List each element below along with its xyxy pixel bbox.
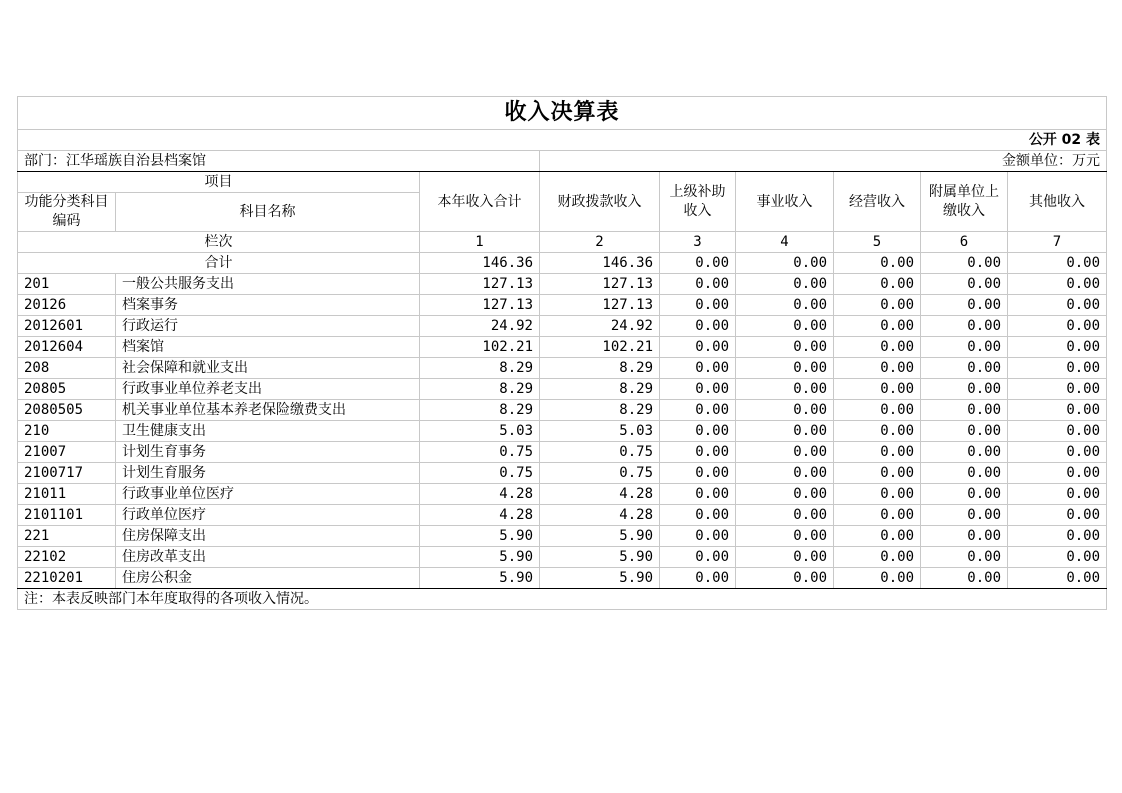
subject-name: 档案馆 <box>116 337 420 358</box>
amount-cell: 0.00 <box>660 463 736 484</box>
subject-name: 一般公共服务支出 <box>116 274 420 295</box>
subject-code: 221 <box>18 526 116 547</box>
amount-cell: 0.00 <box>1008 484 1107 505</box>
amount-cell: 0.00 <box>834 379 921 400</box>
amount-cell: 127.13 <box>420 295 540 316</box>
amount-cell: 0.00 <box>736 421 834 442</box>
table-row <box>18 400 1107 421</box>
amount-cell: 8.29 <box>540 358 660 379</box>
column-index-3: 3 <box>660 232 736 253</box>
other-income-header: 其他收入 <box>1008 172 1107 232</box>
total-value: 0.00 <box>921 253 1008 274</box>
subject-name: 卫生健康支出 <box>116 421 420 442</box>
amount-cell: 0.00 <box>1008 442 1107 463</box>
amount-cell: 5.90 <box>420 547 540 568</box>
income-final-accounts-table <box>17 96 1107 610</box>
column-index-7: 7 <box>1008 232 1107 253</box>
table-row <box>18 295 1107 316</box>
amount-cell: 0.00 <box>1008 379 1107 400</box>
subject-code: 2100717 <box>18 463 116 484</box>
subject-code: 201 <box>18 274 116 295</box>
subject-name: 计划生育事务 <box>116 442 420 463</box>
amount-cell: 0.00 <box>834 463 921 484</box>
amount-cell: 0.00 <box>660 337 736 358</box>
amount-cell: 0.00 <box>660 316 736 337</box>
form-reference: 公开 02 表 <box>18 130 1107 151</box>
amount-cell: 0.00 <box>834 274 921 295</box>
amount-cell: 0.00 <box>921 547 1008 568</box>
subject-name: 计划生育服务 <box>116 463 420 484</box>
amount-cell: 0.00 <box>1008 337 1107 358</box>
table-title: 收入决算表 <box>18 97 1107 130</box>
amount-cell: 0.00 <box>834 505 921 526</box>
amount-cell: 0.00 <box>1008 316 1107 337</box>
amount-cell: 0.00 <box>736 295 834 316</box>
amount-cell: 0.00 <box>921 421 1008 442</box>
subject-code: 2080505 <box>18 400 116 421</box>
amount-cell: 0.00 <box>660 295 736 316</box>
subject-code: 210 <box>18 421 116 442</box>
amount-cell: 0.00 <box>1008 358 1107 379</box>
subject-code: 21011 <box>18 484 116 505</box>
amount-cell: 5.90 <box>540 526 660 547</box>
amount-cell: 5.03 <box>540 421 660 442</box>
amount-cell: 127.13 <box>540 295 660 316</box>
amount-cell: 0.00 <box>921 274 1008 295</box>
amount-cell: 0.00 <box>736 526 834 547</box>
amount-cell: 0.00 <box>834 358 921 379</box>
table-row <box>18 379 1107 400</box>
business-income-header: 事业收入 <box>736 172 834 232</box>
column-index-label: 栏次 <box>18 232 420 253</box>
amount-cell: 4.28 <box>540 484 660 505</box>
amount-cell: 0.00 <box>736 505 834 526</box>
amount-unit-label: 金额单位：万元 <box>540 151 1107 172</box>
amount-cell: 24.92 <box>540 316 660 337</box>
total-value: 146.36 <box>540 253 660 274</box>
table-row <box>18 526 1107 547</box>
amount-cell: 0.00 <box>834 421 921 442</box>
subject-code: 2210201 <box>18 568 116 589</box>
amount-cell: 0.00 <box>736 358 834 379</box>
amount-cell: 5.90 <box>420 568 540 589</box>
amount-cell: 0.00 <box>736 400 834 421</box>
amount-cell: 8.29 <box>540 379 660 400</box>
amount-cell: 0.00 <box>1008 274 1107 295</box>
subject-name: 社会保障和就业支出 <box>116 358 420 379</box>
subject-name: 机关事业单位基本养老保险缴费支出 <box>116 400 420 421</box>
amount-cell: 0.75 <box>540 463 660 484</box>
amount-cell: 0.00 <box>1008 568 1107 589</box>
amount-cell: 0.00 <box>660 484 736 505</box>
operating-income-header: 经营收入 <box>834 172 921 232</box>
column-index-6: 6 <box>921 232 1008 253</box>
amount-cell: 0.00 <box>921 337 1008 358</box>
subject-name-header: 科目名称 <box>116 193 420 232</box>
table-row <box>18 484 1107 505</box>
amount-cell: 0.00 <box>834 568 921 589</box>
amount-cell: 5.90 <box>420 526 540 547</box>
column-index-1: 1 <box>420 232 540 253</box>
amount-cell: 0.00 <box>921 526 1008 547</box>
table-row <box>18 421 1107 442</box>
amount-cell: 4.28 <box>420 505 540 526</box>
amount-cell: 0.00 <box>1008 421 1107 442</box>
total-value: 146.36 <box>420 253 540 274</box>
table-row <box>18 358 1107 379</box>
total-value: 0.00 <box>736 253 834 274</box>
amount-cell: 0.00 <box>660 421 736 442</box>
amount-cell: 0.00 <box>660 526 736 547</box>
superior-subsidy-header: 上级补助收入 <box>660 172 736 232</box>
subject-code: 2012601 <box>18 316 116 337</box>
amount-cell: 8.29 <box>540 400 660 421</box>
amount-cell: 102.21 <box>420 337 540 358</box>
amount-cell: 0.75 <box>420 442 540 463</box>
amount-cell: 5.03 <box>420 421 540 442</box>
total-value: 0.00 <box>1008 253 1107 274</box>
amount-cell: 8.29 <box>420 358 540 379</box>
amount-cell: 0.00 <box>921 358 1008 379</box>
amount-cell: 0.00 <box>834 526 921 547</box>
amount-cell: 0.00 <box>736 547 834 568</box>
amount-cell: 127.13 <box>540 274 660 295</box>
amount-cell: 0.00 <box>736 379 834 400</box>
amount-cell: 0.00 <box>1008 463 1107 484</box>
subject-code: 20126 <box>18 295 116 316</box>
table-row <box>18 442 1107 463</box>
table-row <box>18 505 1107 526</box>
amount-cell: 0.00 <box>921 442 1008 463</box>
amount-cell: 0.00 <box>921 568 1008 589</box>
amount-cell: 0.00 <box>736 463 834 484</box>
amount-cell: 8.29 <box>420 400 540 421</box>
affiliated-unit-header: 附属单位上缴收入 <box>921 172 1008 232</box>
amount-cell: 0.00 <box>921 400 1008 421</box>
total-value: 0.00 <box>834 253 921 274</box>
amount-cell: 0.00 <box>921 505 1008 526</box>
amount-cell: 5.90 <box>540 547 660 568</box>
table-row <box>18 463 1107 484</box>
amount-cell: 0.00 <box>660 358 736 379</box>
amount-cell: 0.00 <box>1008 526 1107 547</box>
amount-cell: 0.00 <box>1008 400 1107 421</box>
amount-cell: 0.00 <box>660 547 736 568</box>
amount-cell: 4.28 <box>540 505 660 526</box>
amount-cell: 0.00 <box>834 337 921 358</box>
subject-code: 2101101 <box>18 505 116 526</box>
amount-cell: 0.00 <box>921 316 1008 337</box>
subject-name: 住房改革支出 <box>116 547 420 568</box>
subject-name: 住房公积金 <box>116 568 420 589</box>
subject-code: 20805 <box>18 379 116 400</box>
item-header: 项目 <box>18 172 420 193</box>
subject-code: 2012604 <box>18 337 116 358</box>
amount-cell: 0.00 <box>660 505 736 526</box>
total-label: 合计 <box>18 253 420 274</box>
amount-cell: 0.00 <box>736 316 834 337</box>
amount-cell: 127.13 <box>420 274 540 295</box>
amount-cell: 5.90 <box>540 568 660 589</box>
fiscal-appropriation-header: 财政拨款收入 <box>540 172 660 232</box>
amount-cell: 0.00 <box>834 547 921 568</box>
amount-cell: 0.00 <box>660 568 736 589</box>
table-row <box>18 337 1107 358</box>
subject-code: 208 <box>18 358 116 379</box>
amount-cell: 0.00 <box>1008 547 1107 568</box>
amount-cell: 0.00 <box>921 484 1008 505</box>
subject-name: 住房保障支出 <box>116 526 420 547</box>
subject-name: 行政事业单位养老支出 <box>116 379 420 400</box>
subject-name: 行政事业单位医疗 <box>116 484 420 505</box>
table-row <box>18 274 1107 295</box>
total-value: 0.00 <box>660 253 736 274</box>
function-code-header: 功能分类科目编码 <box>18 193 116 232</box>
amount-cell: 0.00 <box>1008 295 1107 316</box>
amount-cell: 0.00 <box>736 568 834 589</box>
amount-cell: 0.75 <box>540 442 660 463</box>
total-income-header: 本年收入合计 <box>420 172 540 232</box>
amount-cell: 0.00 <box>660 400 736 421</box>
amount-cell: 0.75 <box>420 463 540 484</box>
amount-cell: 24.92 <box>420 316 540 337</box>
amount-cell: 102.21 <box>540 337 660 358</box>
table-row <box>18 568 1107 589</box>
column-index-2: 2 <box>540 232 660 253</box>
subject-name: 行政单位医疗 <box>116 505 420 526</box>
amount-cell: 0.00 <box>834 400 921 421</box>
amount-cell: 0.00 <box>921 379 1008 400</box>
amount-cell: 0.00 <box>736 337 834 358</box>
amount-cell: 8.29 <box>420 379 540 400</box>
amount-cell: 0.00 <box>834 316 921 337</box>
amount-cell: 0.00 <box>736 274 834 295</box>
amount-cell: 0.00 <box>660 274 736 295</box>
subject-code: 22102 <box>18 547 116 568</box>
amount-cell: 0.00 <box>736 484 834 505</box>
subject-name: 行政运行 <box>116 316 420 337</box>
amount-cell: 0.00 <box>834 295 921 316</box>
amount-cell: 0.00 <box>921 463 1008 484</box>
amount-cell: 0.00 <box>834 442 921 463</box>
amount-cell: 4.28 <box>420 484 540 505</box>
table-note: 注：本表反映部门本年度取得的各项收入情况。 <box>18 589 1107 610</box>
amount-cell: 0.00 <box>660 442 736 463</box>
amount-cell: 0.00 <box>1008 505 1107 526</box>
amount-cell: 0.00 <box>834 484 921 505</box>
table-row <box>18 316 1107 337</box>
amount-cell: 0.00 <box>660 379 736 400</box>
amount-cell: 0.00 <box>921 295 1008 316</box>
table-row <box>18 547 1107 568</box>
department-label: 部门：江华瑶族自治县档案馆 <box>18 151 540 172</box>
column-index-5: 5 <box>834 232 921 253</box>
column-index-4: 4 <box>736 232 834 253</box>
subject-name: 档案事务 <box>116 295 420 316</box>
amount-cell: 0.00 <box>736 442 834 463</box>
subject-code: 21007 <box>18 442 116 463</box>
